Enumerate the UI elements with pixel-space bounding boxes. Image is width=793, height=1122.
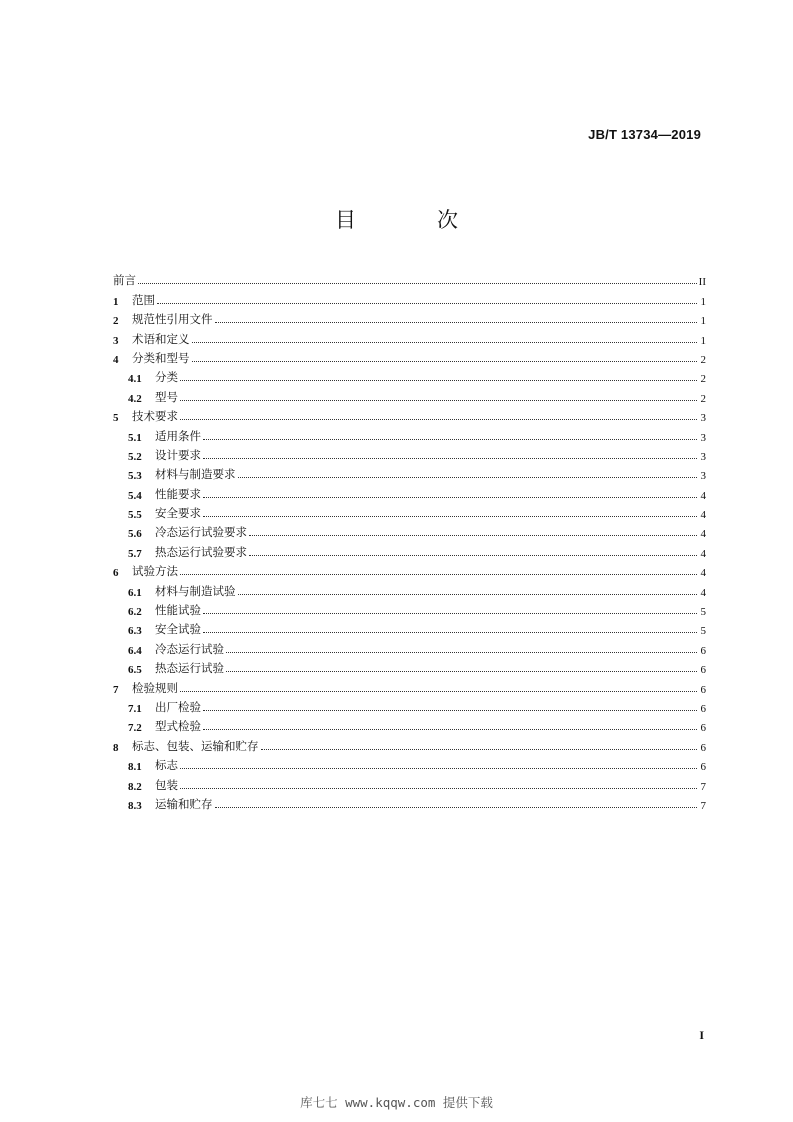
toc-entry-page: 6 bbox=[700, 702, 706, 715]
toc-entry-number: 5.5 bbox=[128, 509, 142, 522]
page-title: 目 次 bbox=[335, 208, 488, 232]
toc-entry[interactable] bbox=[113, 579, 706, 598]
toc-leader-dots bbox=[157, 303, 697, 304]
toc-entry-label: 前言 bbox=[113, 273, 136, 288]
toc-leader-dots bbox=[203, 458, 697, 459]
toc-entry-number: 5 bbox=[113, 412, 119, 425]
toc-entry-page: 4 bbox=[700, 509, 706, 522]
toc-leader-dots bbox=[180, 768, 697, 769]
toc-entry-page: 2 bbox=[700, 353, 706, 366]
toc-entry[interactable] bbox=[113, 444, 706, 463]
standard-code: JB/T 13734—2019 bbox=[588, 127, 701, 142]
toc-leader-dots bbox=[238, 477, 698, 478]
toc-entry-label: 范围 bbox=[132, 292, 155, 307]
toc-leader-dots bbox=[180, 380, 697, 381]
toc-leader-dots bbox=[249, 535, 697, 536]
toc-entry-page: 6 bbox=[700, 644, 706, 657]
toc-entry-label: 出厂检验 bbox=[155, 699, 201, 714]
toc-entry-number: 5.2 bbox=[128, 450, 142, 463]
toc-entry-label: 规范性引用文件 bbox=[132, 312, 213, 327]
toc-entry-label: 性能试验 bbox=[155, 603, 201, 618]
toc-entry-number: 5.6 bbox=[128, 528, 142, 541]
toc-entry-label: 试验方法 bbox=[132, 564, 178, 579]
toc-entry-page: 7 bbox=[700, 780, 706, 793]
toc-leader-dots bbox=[180, 788, 697, 789]
toc-leader-dots bbox=[215, 322, 698, 323]
toc-entry-page: 4 bbox=[700, 528, 706, 541]
toc-entry-page: 3 bbox=[700, 470, 706, 483]
toc-entry[interactable] bbox=[113, 715, 706, 734]
toc-leader-dots bbox=[203, 516, 697, 517]
toc-entry[interactable] bbox=[113, 637, 706, 656]
toc-entry-label: 运输和贮存 bbox=[155, 796, 213, 811]
toc-entry[interactable] bbox=[113, 424, 706, 443]
toc-entry-number: 5.4 bbox=[128, 489, 142, 502]
toc-leader-dots bbox=[203, 613, 697, 614]
toc-entry-label: 型号 bbox=[155, 389, 178, 404]
toc-entry-number: 2 bbox=[113, 315, 119, 328]
toc-entry-page: 4 bbox=[700, 567, 706, 580]
toc-entry-number: 4 bbox=[113, 353, 119, 366]
toc-entry[interactable] bbox=[113, 657, 706, 676]
toc-entry[interactable] bbox=[113, 366, 706, 385]
toc-entry-label: 术语和定义 bbox=[132, 331, 190, 346]
toc-entry-number: 6 bbox=[113, 567, 119, 580]
toc-entry-page: 2 bbox=[700, 373, 706, 386]
toc-leader-dots bbox=[180, 574, 697, 575]
toc-entry-page: 5 bbox=[700, 606, 706, 619]
toc-leader-dots bbox=[226, 652, 697, 653]
toc-leader-dots bbox=[203, 439, 697, 440]
toc-leader-dots bbox=[180, 419, 697, 420]
toc-entry-label: 冷态运行试验 bbox=[155, 641, 224, 656]
toc-entry[interactable] bbox=[113, 482, 706, 501]
toc-entry-number: 5.3 bbox=[128, 470, 142, 483]
toc-leader-dots bbox=[138, 283, 697, 284]
toc-entry-page: 6 bbox=[700, 761, 706, 774]
toc-leader-dots bbox=[215, 807, 698, 808]
toc-entry-number: 6.3 bbox=[128, 625, 142, 638]
table-of-contents bbox=[113, 269, 706, 812]
toc-entry-page: 1 bbox=[700, 315, 706, 328]
toc-leader-dots bbox=[249, 555, 697, 556]
toc-entry[interactable] bbox=[113, 308, 706, 327]
toc-entry-number: 7.2 bbox=[128, 722, 142, 735]
toc-entry-page: 6 bbox=[700, 664, 706, 677]
toc-entry-page: 4 bbox=[700, 586, 706, 599]
toc-entry-page: 3 bbox=[700, 431, 706, 444]
toc-leader-dots bbox=[180, 400, 697, 401]
toc-entry[interactable] bbox=[113, 502, 706, 521]
toc-entry-label: 型式检验 bbox=[155, 719, 201, 734]
toc-entry-label: 性能要求 bbox=[155, 486, 201, 501]
toc-leader-dots bbox=[238, 594, 698, 595]
toc-entry-page: II bbox=[698, 276, 706, 289]
toc-entry-page: 6 bbox=[700, 722, 706, 735]
toc-entry-number: 7.1 bbox=[128, 702, 142, 715]
toc-entry-page: 6 bbox=[700, 683, 706, 696]
toc-entry[interactable] bbox=[113, 560, 706, 579]
toc-entry-label: 热态运行试验 bbox=[155, 661, 224, 676]
toc-entry-number: 5.1 bbox=[128, 431, 142, 444]
toc-entry-label: 分类 bbox=[155, 370, 178, 385]
toc-entry-page: 1 bbox=[700, 334, 706, 347]
toc-entry-number: 3 bbox=[113, 334, 119, 347]
toc-entry[interactable] bbox=[113, 734, 706, 753]
toc-entry-label: 分类和型号 bbox=[132, 350, 190, 365]
toc-entry-label: 安全试验 bbox=[155, 622, 201, 637]
toc-leader-dots bbox=[261, 749, 698, 750]
toc-entry[interactable] bbox=[113, 676, 706, 695]
toc-entry-label: 材料与制造试验 bbox=[155, 583, 236, 598]
toc-entry-label: 检验规则 bbox=[132, 680, 178, 695]
toc-entry-page: 4 bbox=[700, 489, 706, 502]
toc-entry-page: 4 bbox=[700, 547, 706, 560]
toc-entry-page: 6 bbox=[700, 741, 706, 754]
toc-entry-label: 技术要求 bbox=[132, 409, 178, 424]
toc-leader-dots bbox=[192, 361, 698, 362]
toc-entry[interactable] bbox=[113, 288, 706, 307]
toc-entry-number: 8.2 bbox=[128, 780, 142, 793]
toc-entry-page: 3 bbox=[700, 450, 706, 463]
toc-entry-label: 冷态运行试验要求 bbox=[155, 525, 247, 540]
toc-leader-dots bbox=[203, 632, 697, 633]
toc-entry[interactable] bbox=[113, 269, 706, 288]
toc-entry[interactable] bbox=[113, 327, 706, 346]
toc-entry-number: 6.5 bbox=[128, 664, 142, 677]
toc-entry-page: 1 bbox=[700, 295, 706, 308]
toc-entry-label: 设计要求 bbox=[155, 447, 201, 462]
toc-entry-label: 安全要求 bbox=[155, 506, 201, 521]
toc-leader-dots bbox=[192, 342, 698, 343]
toc-entry[interactable] bbox=[113, 405, 706, 424]
toc-entry-label: 标志、包装、运输和贮存 bbox=[132, 738, 259, 753]
toc-entry-number: 8.3 bbox=[128, 799, 142, 812]
toc-entry-number: 8.1 bbox=[128, 761, 142, 774]
toc-entry-label: 材料与制造要求 bbox=[155, 467, 236, 482]
toc-entry-number: 8 bbox=[113, 741, 119, 754]
toc-entry-page: 3 bbox=[700, 412, 706, 425]
toc-entry[interactable] bbox=[113, 463, 706, 482]
toc-entry-number: 4.2 bbox=[128, 392, 142, 405]
toc-entry[interactable] bbox=[113, 696, 706, 715]
toc-entry-label: 标志 bbox=[155, 758, 178, 773]
toc-entry-label: 包装 bbox=[155, 777, 178, 792]
toc-entry-number: 6.2 bbox=[128, 606, 142, 619]
download-watermark: 库七七 www.kqqw.com 提供下载 bbox=[300, 1095, 493, 1110]
toc-leader-dots bbox=[203, 729, 697, 730]
toc-entry-number: 5.7 bbox=[128, 547, 142, 560]
toc-leader-dots bbox=[180, 691, 697, 692]
toc-leader-dots bbox=[226, 671, 697, 672]
toc-entry-number: 1 bbox=[113, 295, 119, 308]
toc-entry[interactable] bbox=[113, 618, 706, 637]
toc-entry-number: 6.1 bbox=[128, 586, 142, 599]
toc-entry[interactable] bbox=[113, 773, 706, 792]
toc-entry[interactable] bbox=[113, 385, 706, 404]
toc-entry[interactable] bbox=[113, 347, 706, 366]
toc-entry-page: 2 bbox=[700, 392, 706, 405]
toc-leader-dots bbox=[203, 497, 697, 498]
toc-entry[interactable] bbox=[113, 540, 706, 559]
toc-entry[interactable] bbox=[113, 754, 706, 773]
page-number: I bbox=[699, 1028, 704, 1042]
toc-entry-page: 5 bbox=[700, 625, 706, 638]
toc-entry-label: 热态运行试验要求 bbox=[155, 544, 247, 559]
toc-entry-number: 7 bbox=[113, 683, 119, 696]
toc-entry-number: 4.1 bbox=[128, 373, 142, 386]
toc-entry[interactable] bbox=[113, 793, 706, 812]
toc-leader-dots bbox=[203, 710, 697, 711]
toc-entry-page: 7 bbox=[700, 799, 706, 812]
toc-entry[interactable] bbox=[113, 521, 706, 540]
toc-entry-label: 适用条件 bbox=[155, 428, 201, 443]
toc-entry[interactable] bbox=[113, 599, 706, 618]
toc-entry-number: 6.4 bbox=[128, 644, 142, 657]
